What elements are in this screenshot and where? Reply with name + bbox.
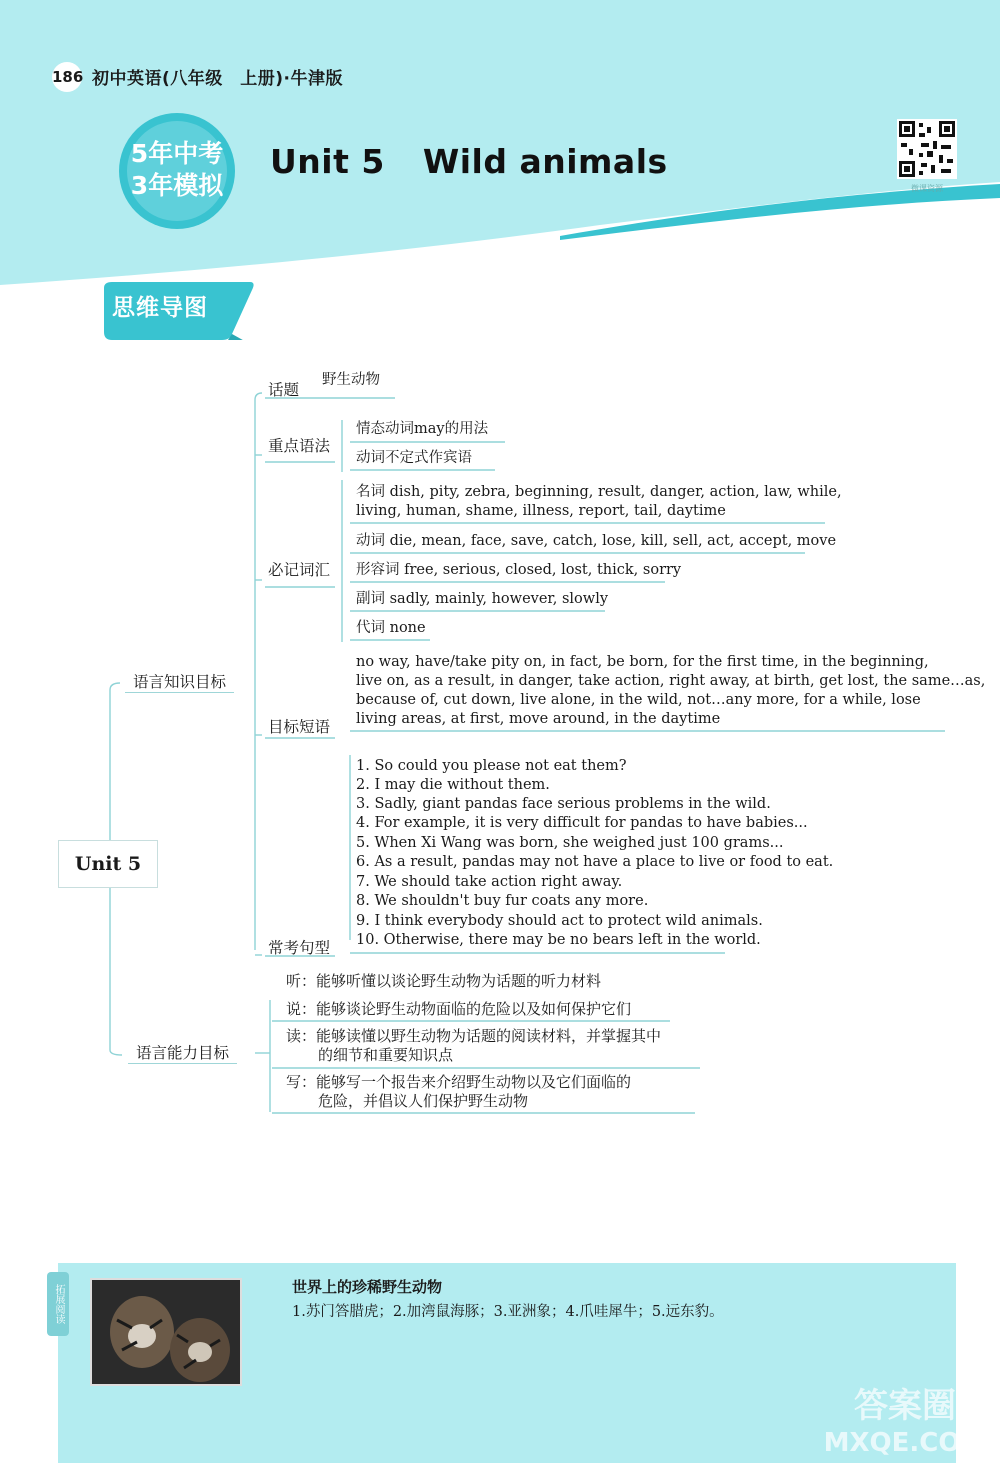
phrase-line-3: because of, cut down, live alone, in the wild, not…any more, for a while, lose [356, 692, 921, 708]
fact-title: 世界上的珍稀野生动物 [292, 1278, 443, 1296]
vocab-noun: 名词 dish, pity, zebra, beginning, result, danger, action, law, while, [356, 484, 842, 500]
ability-read: 读：能够读懂以野生动物为话题的阅读材料，并掌握其中 [286, 1027, 662, 1045]
phrase-line-2: live on, as a result, in danger, take action, right away, at birth, get lost, the same…as, [356, 673, 986, 689]
grammar-item-1: 情态动词may的用法 [356, 421, 489, 437]
sentence-6: 6. As a result, pandas may not have a place to live or food to eat. [356, 854, 834, 870]
logo-line-2: 3年模拟 [130, 171, 224, 200]
tiger-cubs-photo [90, 1278, 242, 1386]
logo-line-1: 5年中考 [130, 139, 224, 168]
knowledge-goals-label: 语言知识目标 [125, 670, 234, 693]
ability-goals-label: 语言能力目标 [128, 1041, 237, 1064]
section-tag: 思维导图 [112, 295, 208, 321]
ability-listen: 听：能够听懂以谈论野生动物为话题的听力材料 [286, 972, 602, 990]
vocab-adv: 副词 sadly, mainly, however, slowly [356, 591, 609, 607]
phrase-line-4: living areas, at first, move around, in the daytime [356, 711, 721, 727]
sentence-3: 3. Sadly, giant pandas face serious problems in the wild. [356, 796, 771, 812]
page-number: 186 [52, 62, 82, 92]
mindmap-root: Unit 5 [58, 840, 158, 888]
topic-value: 野生动物 [322, 372, 380, 388]
qr-caption: 微课资源 [911, 184, 943, 193]
vocab-noun-2: living, human, shame, illness, report, tail, daytime [356, 503, 726, 519]
grammar-item-2: 动词不定式作宾语 [356, 450, 472, 466]
site-watermark [820, 1375, 990, 1460]
vocab-label: 必记词汇 [268, 561, 331, 579]
ability-write-cont: 危险，并倡议人们保护野生动物 [318, 1092, 529, 1110]
sentence-9: 9. I think everybody should act to protect wild animals. [356, 913, 763, 929]
sentence-7: 7. We should take action right away. [356, 874, 623, 890]
sentence-8: 8. We shouldn't buy fur coats any more. [356, 893, 649, 909]
watermark-top: 答案圈 [854, 1386, 956, 1426]
sentence-4: 4. For example, it is very difficult for pandas to have babies... [356, 815, 808, 831]
vocab-pron: 代词 none [356, 620, 426, 636]
vocab-verb: 动词 die, mean, face, save, catch, lose, kill, sell, act, accept, move [356, 533, 837, 549]
sentences-label: 常考句型 [268, 939, 331, 957]
phrases-label: 目标短语 [268, 718, 331, 736]
grammar-label: 重点语法 [268, 437, 331, 455]
extended-reading-tag: 拓展阅读 [47, 1272, 69, 1336]
watermark-bottom: MXQE.COM [823, 1428, 987, 1458]
phrase-line-1: no way, have/take pity on, in fact, be born, for the first time, in the beginning, [356, 654, 929, 670]
sentence-1: 1. So could you please not eat them? [356, 758, 627, 774]
book-title: 初中英语(八年级 上册)·牛津版 [92, 69, 343, 89]
topic-label: 话题 [268, 381, 300, 399]
sentence-5: 5. When Xi Wang was born, she weighed just 100 grams... [356, 835, 784, 851]
ability-read-cont: 的细节和重要知识点 [318, 1046, 454, 1064]
sentence-10: 10. Otherwise, there may be no bears left in the world. [356, 932, 761, 948]
ability-write: 写：能够写一个报告来介绍野生动物以及它们面临的 [286, 1073, 632, 1091]
unit-name: Wild animals [422, 142, 668, 181]
ability-speak: 说：能够谈论野生动物面临的危险以及如何保护它们 [286, 1000, 632, 1018]
fact-text: 1.苏门答腊虎；2.加湾鼠海豚；3.亚洲象；4.爪哇犀牛；5.远东豹。 [292, 1304, 724, 1320]
vocab-adj: 形容词 free, serious, closed, lost, thick, sorry [356, 562, 682, 578]
sentence-2: 2. I may die without them. [356, 777, 550, 793]
unit-label: Unit 5 [270, 142, 385, 181]
